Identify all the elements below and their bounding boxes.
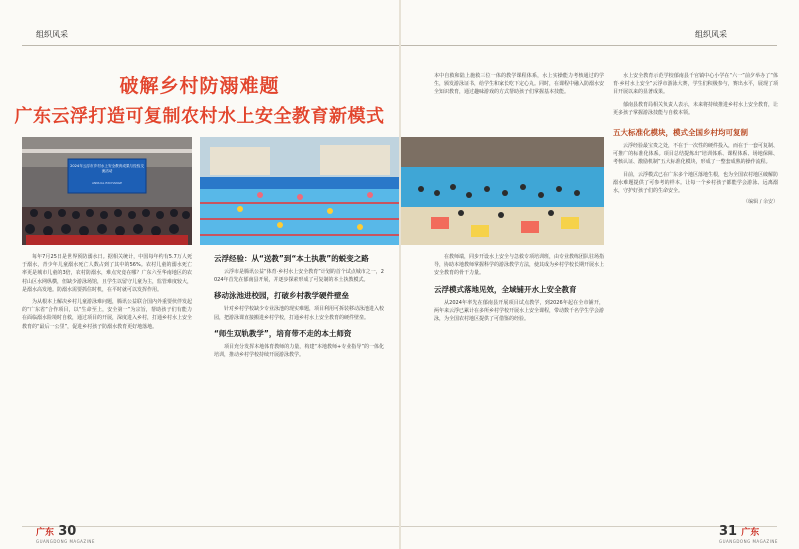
column-2 (214, 253, 384, 503)
conference-banner-text: 2024年云浮市乡村水上安全教育成果与经验交流活动 (70, 164, 144, 173)
section-label: 组织风采 (36, 30, 68, 39)
header-rule (22, 45, 399, 46)
column-3 (434, 253, 604, 503)
conference-photo (22, 137, 192, 245)
subheading: 云浮经验：从“送教”到“本土执教”的蜕变之路 (214, 254, 369, 263)
conference-illustration (22, 137, 192, 245)
paragraph: 水上安全教育示范学校郁南县千官镇中心小学在“六一”前夕举办了“体育·乡村水上安全”云浮市游泳大赛，学生们积极参与，赛出水平，展现了项目开展以来的显著成果。 (613, 73, 778, 96)
column-1 (22, 253, 192, 503)
paragraph: 从2024年率先在郁南县开展项目试点教学，到2026年起在全市铺开，两年来云浮已累计在多所乡村学校开展水上安全课程，带动数千名学生学会游泳，为全国农村地区提供了可借鉴的经验。 (434, 299, 605, 323)
pool-photo (200, 137, 399, 245)
subheading: 移动泳池进校园，打破乡村教学硬件壁垒 (214, 291, 349, 301)
header-rule (401, 45, 777, 46)
paragraph: 云浮经验最宝贵之处，不在于一次性的硬件投入，而在于一套可复制、可推广的标准化体系。项目总结提炼出“培训体系、课程体系、场地保障、考核认证、激励机制”五大标准化模块，形成了一整套成熟的操作流程。 (613, 143, 779, 166)
page-number: 30 (58, 524, 77, 539)
folio-right (719, 524, 759, 539)
magazine-logo: 广东 (741, 528, 760, 538)
conference-banner-sub: ANNUAL EXCHANGE (91, 181, 122, 185)
page-number: 31 (719, 524, 738, 539)
folio-left (36, 524, 76, 539)
paragraph: 目前，云浮模式已在广东多个地区落地生根，也为全国农村地区破解防溺水难题提供了可参考的样本。让每一个乡村孩子都能学会游泳、远离溺水，守护好孩子们的生命安全。 (613, 171, 779, 195)
paragraph: 本中自救和陆上施救三位一体的教学课程体系，水上实操能力考核通过的学生，颁发游泳证书，给学生和家长吃下定心丸。同时，在课程中融入防溺水安全知识教育，通过趣味游戏的方式帮助孩子们掌握基本技能。 (434, 73, 604, 96)
subheading: 云浮模式落地见效，全域铺开水上安全教育 (434, 284, 577, 294)
footer-rule (22, 526, 399, 527)
paragraph: 每年7月25日是世界预防溺水日。据相关统计，中国每年约有5.7万人死于溺水，青少年儿童溺水死亡人数占到了其中的56%。农村儿童的溺水死亡率更是城市儿童的3倍，农村防溺水，难点究竟在哪？广东六至华南地区的农村山区水网纵横，但缺少游泳场馆，且学生以留守儿童为主，监管难度较大，是溺水高发地。防溺水需要抓住时机，在平时就可以发挥作用。 (22, 254, 193, 293)
paragraph: 针对乡村学校缺少专业泳池的现实难题，项目利用可拆装移动泳池进入校园，把游泳课直接搬进乡村学校，打通乡村水上安全教育的硬件壁垒。 (214, 306, 385, 321)
paragraph: 项目充分发挥本地体育教师的力量，构建“本地教师+专业指导”的一体化培训，推动乡村学校持续开展游泳教学。 (214, 343, 384, 359)
kids-illustration (401, 137, 604, 245)
kids-photo (401, 137, 604, 245)
paragraph: 郁南县教育局相关负责人表示，未来将持续推进乡村水上安全教育，让更多孩子掌握游泳技能与自救本领。 (613, 101, 779, 116)
title-line-2: 广东云浮打造可复制农村水上安全教育新模式 (14, 106, 385, 127)
subheading: 五大标准化模块，模式全国乡村均可复制 (613, 128, 748, 138)
magazine-logo: 广东 (36, 528, 55, 538)
editor-signature: （编辑 / 余安） (743, 199, 778, 206)
section-label: 组织风采 (695, 30, 727, 39)
subheading: “师生双轨教学”，培育带不走的本土师资 (214, 328, 352, 338)
pool-illustration (200, 137, 399, 245)
magazine-subtitle: GUANGDONG MAGAZINE (36, 539, 95, 544)
article-title (0, 71, 399, 128)
right-page (401, 0, 799, 549)
column-4 (613, 72, 778, 504)
column-3-top (434, 72, 604, 134)
magazine-subtitle: GUANGDONG MAGAZINE (719, 539, 778, 544)
left-page (0, 0, 399, 549)
paragraph: 云浮市是腾讯公益“体育·乡村水上安全教育”计划的首个试点城市之一，2024年首先在郁南县开展，并逐步探索形成了可复制的本土执教模式。 (214, 269, 384, 284)
paragraph: 在教师端，同步开设水上安全与急救专项培训班，由专业教练团队驻场指导，协助本地教师掌握科学的游泳教学方法，使其成为乡村学校长期开展水上安全教育的骨干力量。 (434, 254, 605, 277)
title-line-1: 破解乡村防溺难题 (119, 75, 280, 97)
paragraph: 为从根本上解决乡村儿童游泳难问题，腾讯公益联合国内外重要伙伴发起的“广东省”合作项目，以“生命至上，安全第一”为宗旨，帮助孩子们有能力在面临溺水险境时自救，通过项目的开展，深度进入乡村，打通乡村水上安全教育的“最后一公里”，促进乡村孩子防溺水教育更好地落地。 (22, 299, 193, 330)
